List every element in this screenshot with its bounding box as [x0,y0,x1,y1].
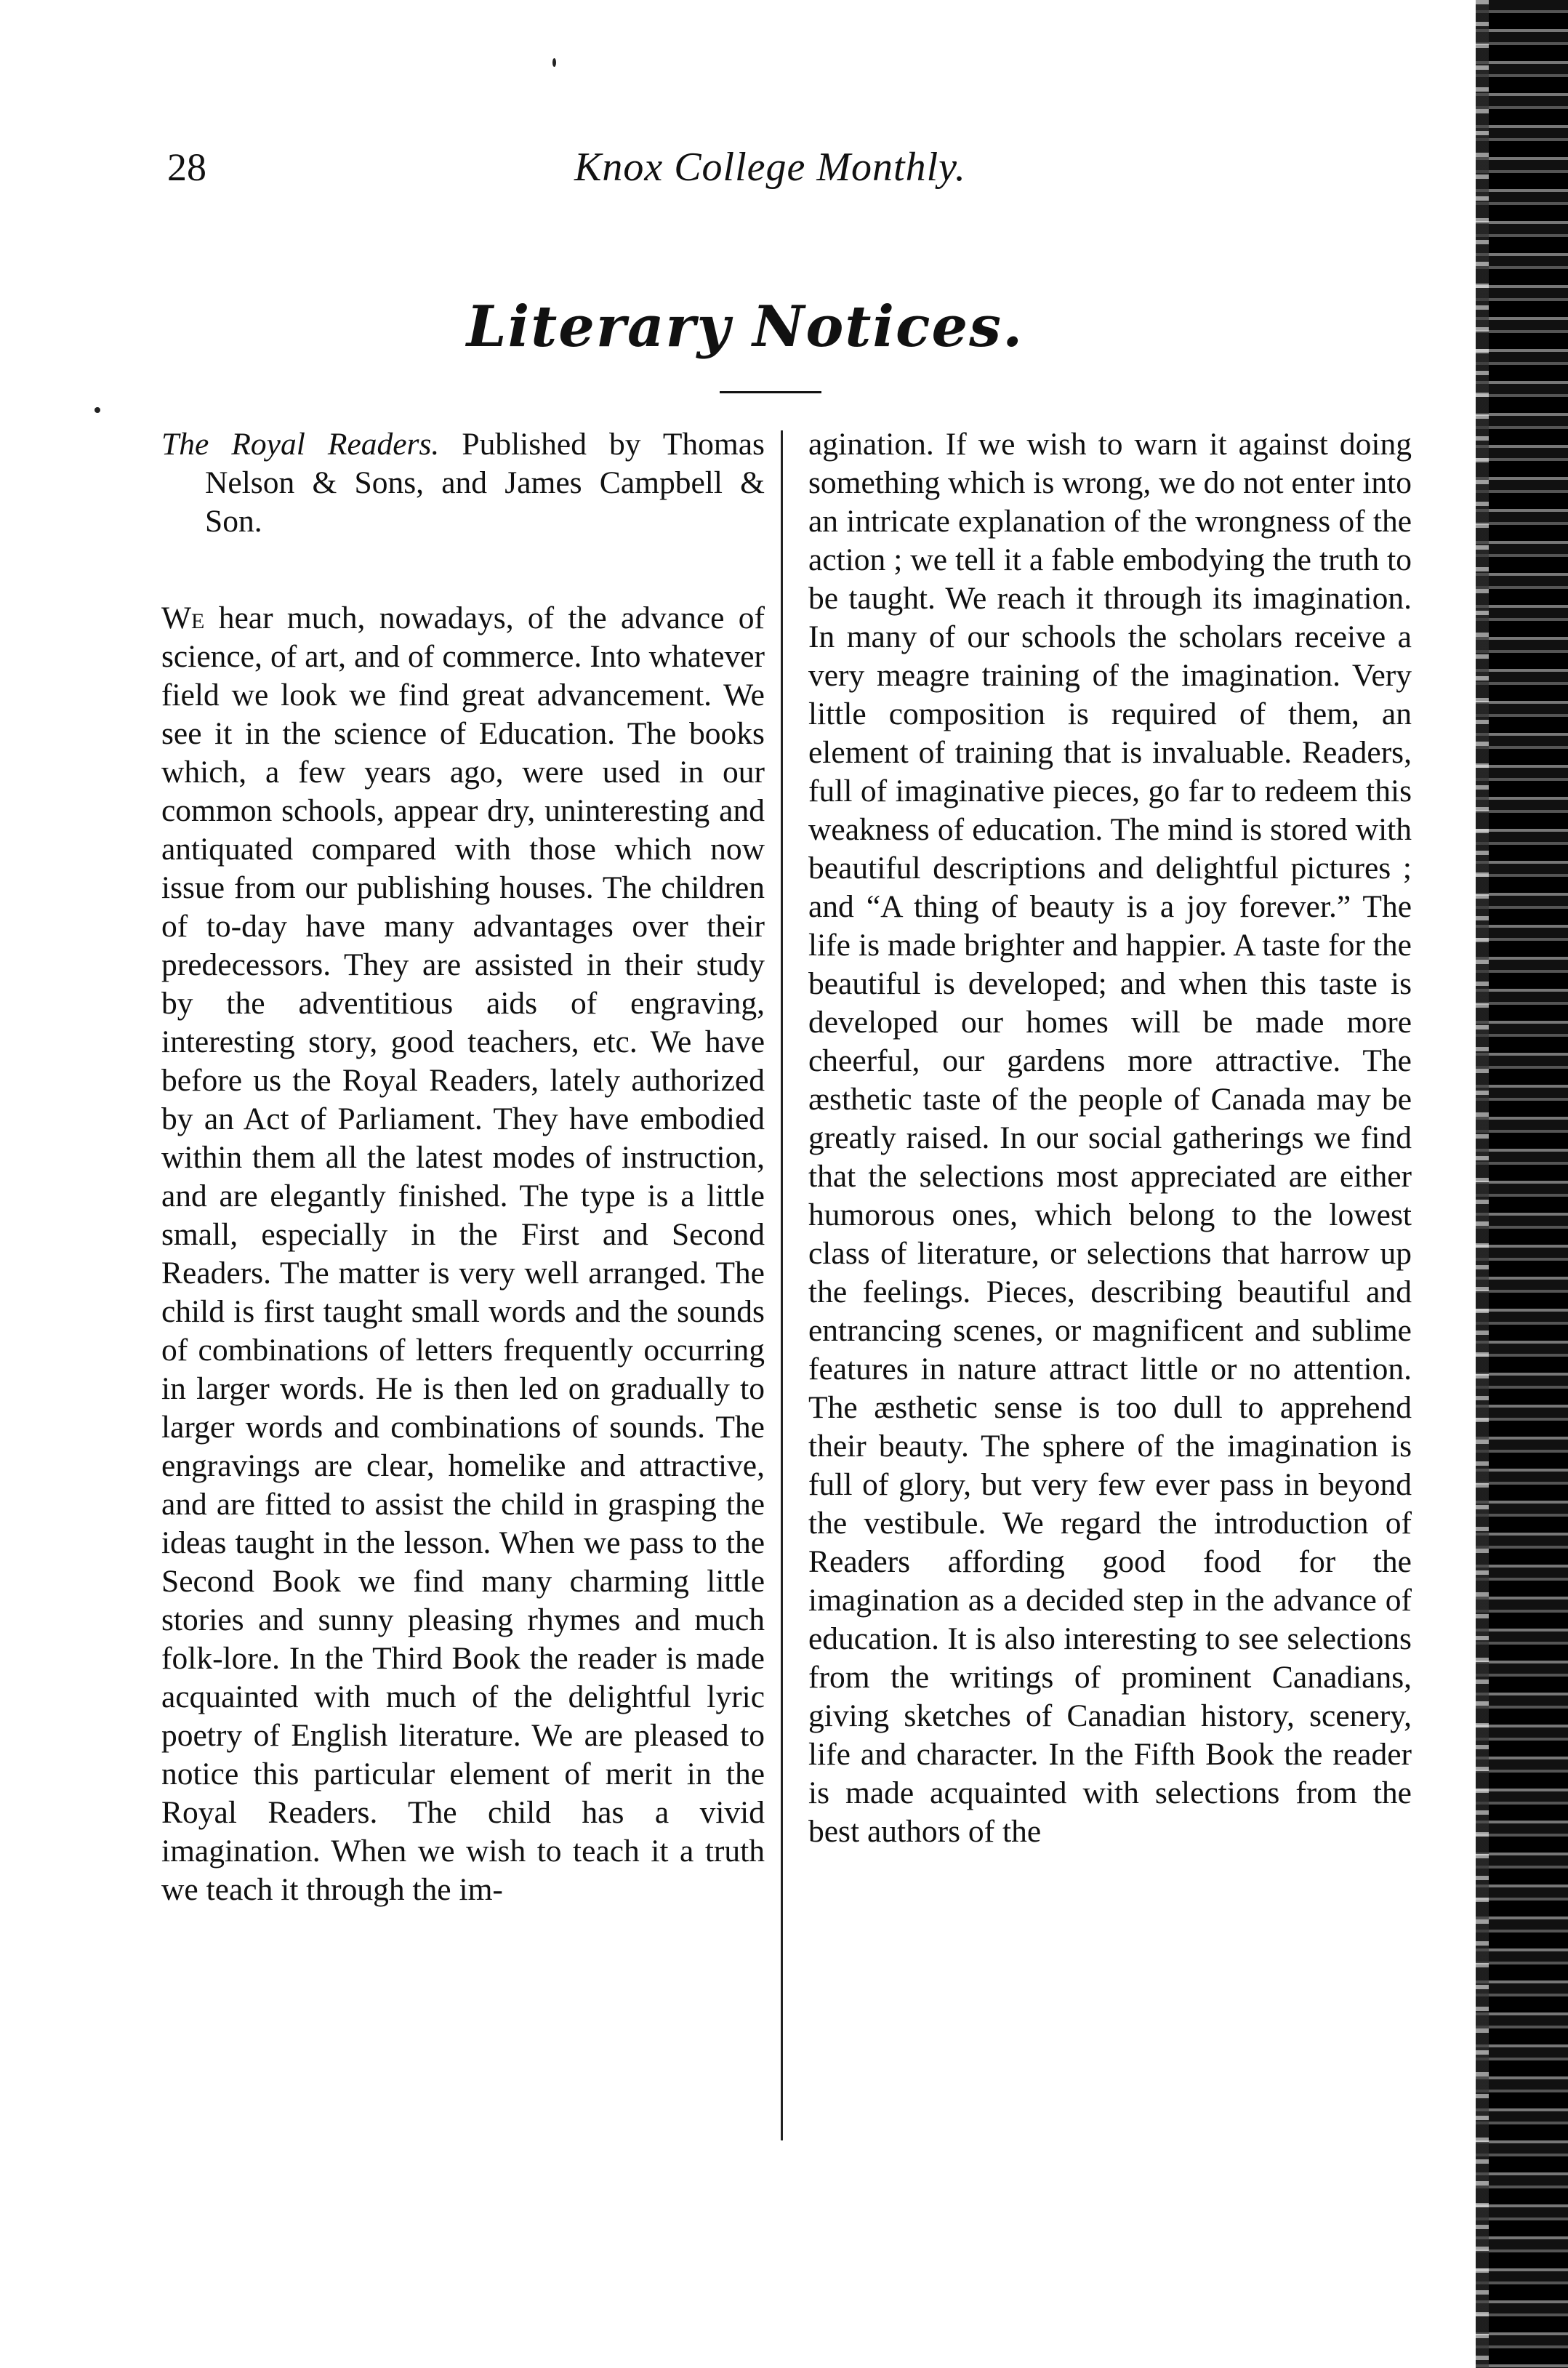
right-column-text: agination. If we wish to warn it against doing something which is wrong, we do not enter into an intricate explanation of the wrongness of the action ; we tell it a fable embodying the truth to be taught. We reach it through its imagination. In many of our schools the scholars receive a very meagre training of the imagination. Very little composition is required of them, an element of training that is invaluable. Readers, full of imaginative pieces, go far to redeem this weakness of education. The mind is stored with beautiful descriptions and delightful pictures ; and “A thing of beauty is a joy forever.” The life is made brighter and happier. A taste for the beautiful is developed; and when this taste is developed our homes will be made more cheerful, our gardens more attractive. The æsthetic taste of the people of Canada may be greatly raised. In our social gatherings we find that the selections most appreciated are either humorous ones, which belong to the lowest class of literature, or selections that harrow up the feelings. Pieces, describing beautiful and entrancing scenes, or magnificent and sublime features in nature attract little or no attention. The æsthetic sense is too dull to apprehend their beauty. The sphere of the imagination is full of glory, but very few ever pass in beyond the vestibule. We regard the introduction of Readers affording good food for the imagination as a decided step in the advance of education. It is also interesting to see selections from the writings of prominent Canadians, giving sketches of Canadian history, scenery, life and character. In the Fifth Book the reader is made acquainted with selections from the best authors of the [808,427,1412,1849]
scan-speck [552,58,556,67]
citation-publisher: Published by Thomas Nelson & Sons, and James Campbell & Son. [205,427,765,539]
column-divider [781,430,783,2140]
book-citation [161,425,765,541]
scan-speck [95,407,100,413]
paragraph-gap [161,541,765,599]
left-column [161,425,765,1909]
running-title: Knox College Monthly. [574,145,966,190]
right-column [808,425,1412,1851]
page-number: 28 [167,145,206,189]
heading-rule [720,391,821,393]
scanned-page-edge [1476,0,1568,2368]
section-heading: Literary Notices. [466,294,1024,360]
left-column-text: hear much, nowadays, of the advance of science, of art, and of commerce. Into whatever field we look we find great advancement. We see it in the science of Education. The books which, a few years ago, were used in our common schools, appear dry, uninteresting and antiquated compared with those which now issue from our publishing houses. The children of to-day have many advantages over their predecessors. They are assisted in their study by the adventitious aids of engraving, interesting story, good teachers, etc. We have before us the Royal Readers, lately authorized by an Act of Parliament. They have embodied within them all the latest modes of instruction, and are elegantly finished. The type is a little small, especially in the First and Second Readers. The matter is very well arranged. The child is first taught small words and the sounds of combinations of letters frequently occurring in larger words. He is then led on gradually to larger words and combinations of sounds. The engravings are clear, homelike and attractive, and are fitted to assist the child in grasping the ideas taught in the lesson. When we pass to the Second Book we find many charming little stories and sunny pleasing rhymes and much folk-lore. In the Third Book the reader is made acquainted with much of the delightful lyric poetry of English literature. We are pleased to notice this particular element of merit in the Royal Readers. The child has a vivid imagination. When we wish to teach it a truth we teach it through the im- [161,601,765,1907]
lead-word: We [161,601,205,635]
review-paragraph [161,599,765,1909]
book-title: The Royal Readers. [161,427,440,462]
page-header [167,138,1403,204]
